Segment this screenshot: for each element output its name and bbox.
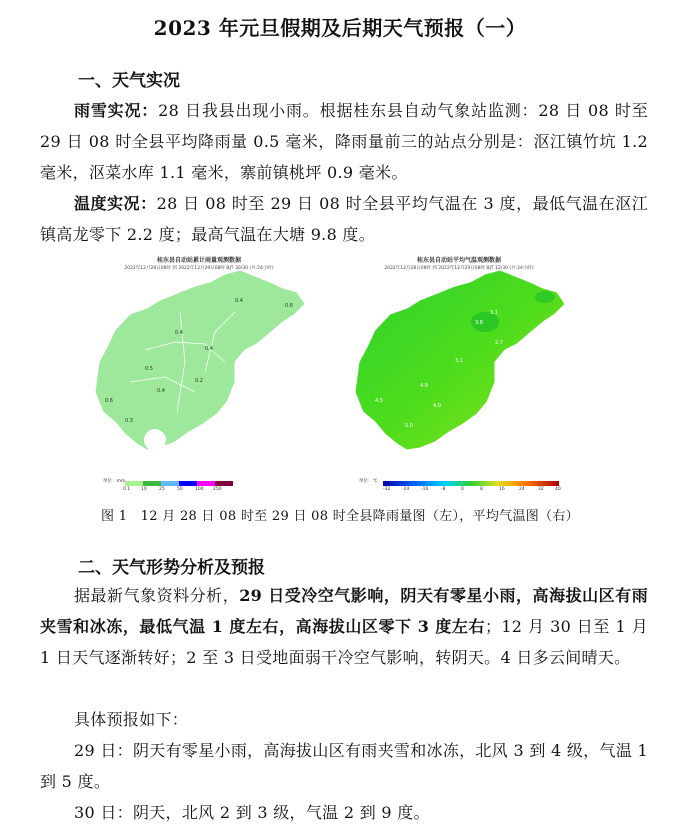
rainfall-legend-tick: 0.1 bbox=[123, 487, 131, 492]
svg-text:2.7: 2.7 bbox=[495, 340, 503, 346]
temperature-legend-tick: -32 bbox=[383, 487, 391, 492]
analysis-text-b: ；12 月 30 日至 1 月 1 日天气逐渐转好；2 至 3 日受地面弱干冷空气影响，转阴天。4 日多云间晴天。 bbox=[40, 617, 648, 667]
forecast-day30: 30 日：阴天，北风 2 到 3 级，气温 2 到 9 度。 bbox=[74, 803, 430, 822]
svg-text:3.1: 3.1 bbox=[455, 358, 463, 364]
analysis-text-a: 据最新气象资料分析， bbox=[74, 586, 240, 605]
svg-text:0.4: 0.4 bbox=[175, 330, 183, 336]
temperature-legend-tick: 32 bbox=[538, 487, 544, 492]
rainfall-legend-unit: 单位：mm bbox=[103, 479, 126, 484]
rain-paragraph bbox=[40, 95, 648, 188]
svg-text:4.5: 4.5 bbox=[375, 398, 383, 404]
rain-label: 雨雪实况： bbox=[74, 101, 159, 120]
svg-text:0.4: 0.4 bbox=[157, 388, 165, 394]
temperature-map-graphic bbox=[345, 252, 573, 495]
temp-paragraph bbox=[40, 188, 648, 250]
rainfall-map-subtitle: 2022年12月28日08时 到 2022年12月29日08时 BJT 30/30 (共:24小时) bbox=[124, 266, 274, 271]
svg-text:4.0: 4.0 bbox=[433, 403, 441, 409]
temp-label: 温度实况： bbox=[74, 194, 157, 213]
svg-text:0.4: 0.4 bbox=[235, 298, 243, 304]
forecast-day29: 29 日：阴天有零星小雨，高海拔山区有雨夹雪和冰冻，北风 3 到 4 级，气温 1 到 5 度。 bbox=[40, 741, 648, 791]
temperature-map bbox=[345, 252, 573, 495]
rainfall-map bbox=[85, 252, 313, 495]
temp-text: 28 日 08 时至 29 日 08 时全县平均气温在 3 度，最低气温在沤江镇高龙零下 2.2 度；最高气温在大塘 9.8 度。 bbox=[40, 194, 648, 244]
rainfall-legend-tick: 50 bbox=[177, 487, 183, 492]
rainfall-legend-tick: 250 bbox=[213, 487, 222, 492]
figure-caption: 图 1 12 月 28 日 08 时至 29 日 08 时全县降雨量图（左），平均气温图（右） bbox=[101, 509, 579, 524]
analysis-text-bold: 29 日受冷空气影响，阴天有零星小雨，高海拔山区有雨夹雪和冰冻，最低气温 1 度左右，高海拔山区零下 3 度左右 bbox=[40, 586, 648, 636]
temperature-legend-tick: 0 bbox=[461, 487, 464, 492]
temperature-legend-tick: 16 bbox=[499, 487, 505, 492]
temperature-map-title: 桂东县自动站平均气温观测数据 bbox=[416, 257, 501, 264]
svg-text:0.2: 0.2 bbox=[195, 378, 203, 384]
temperature-legend-tick: -8 bbox=[441, 487, 446, 492]
temperature-legend-tick: -16 bbox=[421, 487, 429, 492]
rainfall-legend-tick: 10 bbox=[141, 487, 147, 492]
svg-text:0.3: 0.3 bbox=[125, 418, 133, 424]
svg-text:0.4: 0.4 bbox=[205, 346, 213, 352]
section2-heading: 二、天气形势分析及预报 bbox=[78, 558, 265, 578]
rainfall-legend-tick: 100 bbox=[195, 487, 204, 492]
temperature-map-subtitle: 2022年12月28日08时 到 2022年12月29日08时 BJT 12/30 (共:24小时) bbox=[384, 266, 534, 271]
rainfall-legend-tick: 25 bbox=[159, 487, 165, 492]
svg-text:3.8: 3.8 bbox=[475, 320, 483, 326]
temperature-legend-tick: 8 bbox=[480, 487, 483, 492]
rain-text: 28 日我县出现小雨。根据桂东县自动气象站监测：28 日 08 时至 29 日 08 时全县平均降雨量 0.5 毫米，降雨量前三的站点分别是：沤江镇竹坑 1.2 毫米，沤菜水库 1.1 毫米，寨前镇桃坪 0.9 毫米。 bbox=[40, 101, 648, 182]
forecast-intro: 具体预报如下： bbox=[74, 710, 189, 729]
temperature-legend-unit: 单位：℃ bbox=[359, 479, 378, 484]
temperature-legend-tick: -24 bbox=[402, 487, 410, 492]
rainfall-map-title: 桂东县自动站累计雨量观测数据 bbox=[156, 257, 241, 264]
rainfall-map-graphic bbox=[85, 252, 313, 495]
svg-text:5.0: 5.0 bbox=[405, 423, 413, 429]
svg-text:0.5: 0.5 bbox=[145, 366, 153, 372]
temperature-legend-tick: 24 bbox=[519, 487, 525, 492]
svg-text:0.6: 0.6 bbox=[285, 303, 293, 309]
svg-text:4.9: 4.9 bbox=[420, 383, 428, 389]
temperature-legend-tick: 40 bbox=[555, 487, 561, 492]
svg-text:0.6: 0.6 bbox=[105, 398, 113, 404]
section1-heading: 一、天气实况 bbox=[78, 71, 180, 91]
svg-text:3.1: 3.1 bbox=[490, 310, 498, 316]
svg-text:4.6: 4.6 bbox=[545, 278, 553, 284]
forecast-analysis-paragraph bbox=[40, 580, 648, 673]
page-title: 2023 年元旦假期及后期天气预报（一） bbox=[153, 16, 527, 40]
